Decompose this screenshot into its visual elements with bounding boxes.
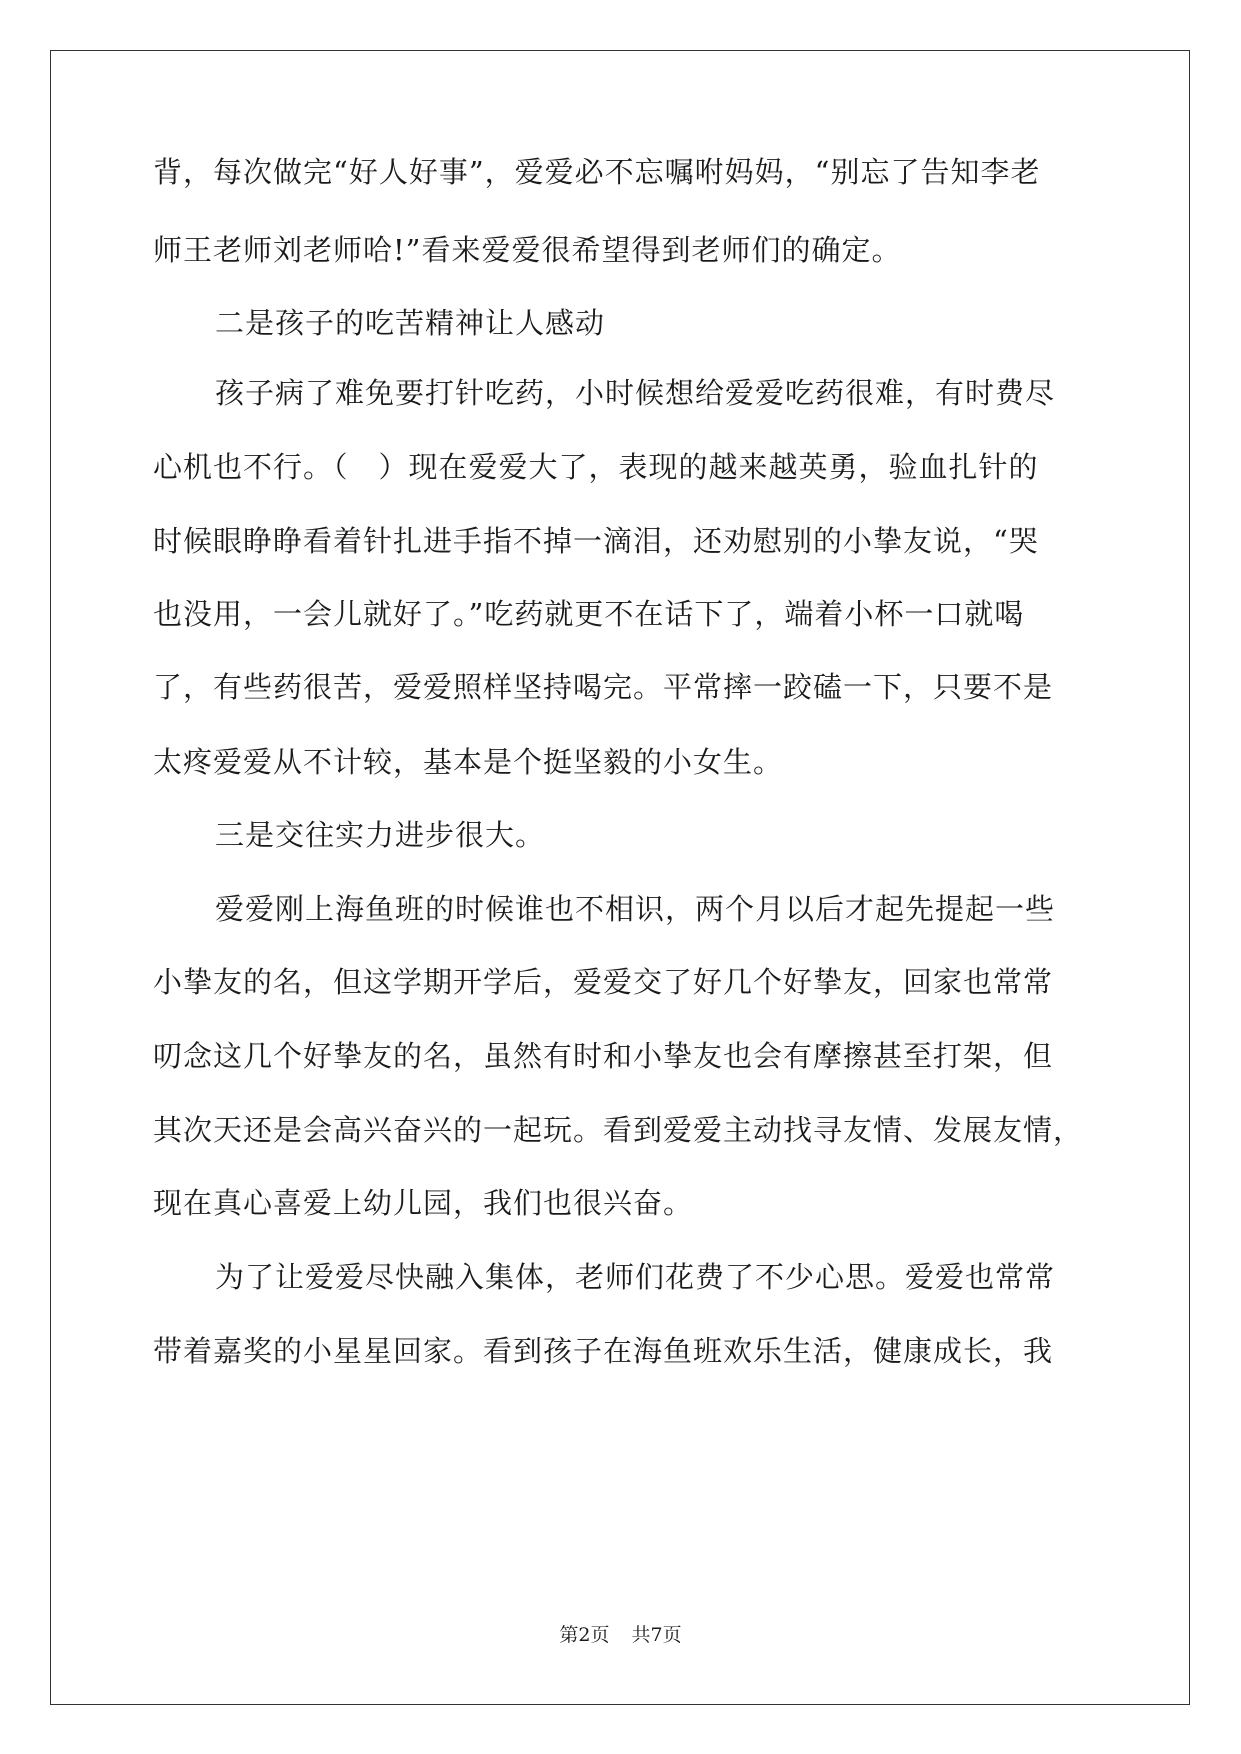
text-line: 爱爱刚上海鱼班的时候谁也不相识，两个月以后才起先提起一些 <box>215 892 1056 926</box>
text-line: 太疼爱爱从不计较，基本是个挺坚毅的小女生。 <box>153 745 784 779</box>
text-line: 心机也不行。（ ）现在爱爱大了，表现的越来越英勇，验血扎针的 <box>153 450 1039 484</box>
text-line: 了，有些药很苦，爱爱照样坚持喝完。平常摔一跤磕一下，只要不是 <box>153 670 1054 704</box>
text-line: 叨念这几个好挚友的名，虽然有时和小挚友也会有摩擦甚至打架，但 <box>153 1039 1054 1073</box>
text-line: 现在真心喜爱上幼儿园，我们也很兴奋。 <box>153 1186 694 1220</box>
text-line: 二是孩子的吃苦精神让人感动 <box>215 306 606 340</box>
text-line: 背，每次做完“好人好事”，爱爱必不忘嘱咐妈妈，“别忘了告知李老 <box>153 155 1041 189</box>
text-line: 为了让爱爱尽快融入集体，老师们花费了不少心思。爱爱也常常 <box>215 1260 1056 1294</box>
page-number: 第2页 <box>559 1624 610 1646</box>
text-line: 其次天还是会高兴奋兴的一起玩。看到爱爱主动找寻友情、发展友情， <box>153 1113 1084 1147</box>
page-footer <box>0 1620 1241 1647</box>
text-line: 也没用，一会儿就好了。”吃药就更不在话下了，端着小杯一口就喝 <box>153 597 1025 631</box>
page-frame <box>50 50 1190 1705</box>
page-total: 共7页 <box>631 1624 682 1646</box>
text-line: 时候眼睁睁看着针扎进手指不掉一滴泪，还劝慰别的小挚友说，“哭 <box>153 524 1039 558</box>
text-line: 孩子病了难免要打针吃药，小时候想给爱爱吃药很难，有时费尽 <box>215 376 1056 410</box>
text-line: 三是交往实力进步很大。 <box>215 818 546 852</box>
text-line: 小挚友的名，但这学期开学后，爱爱交了好几个好挚友，回家也常常 <box>153 965 1054 999</box>
text-line: 带着嘉奖的小星星回家。看到孩子在海鱼班欢乐生活，健康成长，我 <box>153 1334 1054 1368</box>
text-line: 师王老师刘老师哈!”看来爱爱很希望得到老师们的确定。 <box>153 233 902 267</box>
